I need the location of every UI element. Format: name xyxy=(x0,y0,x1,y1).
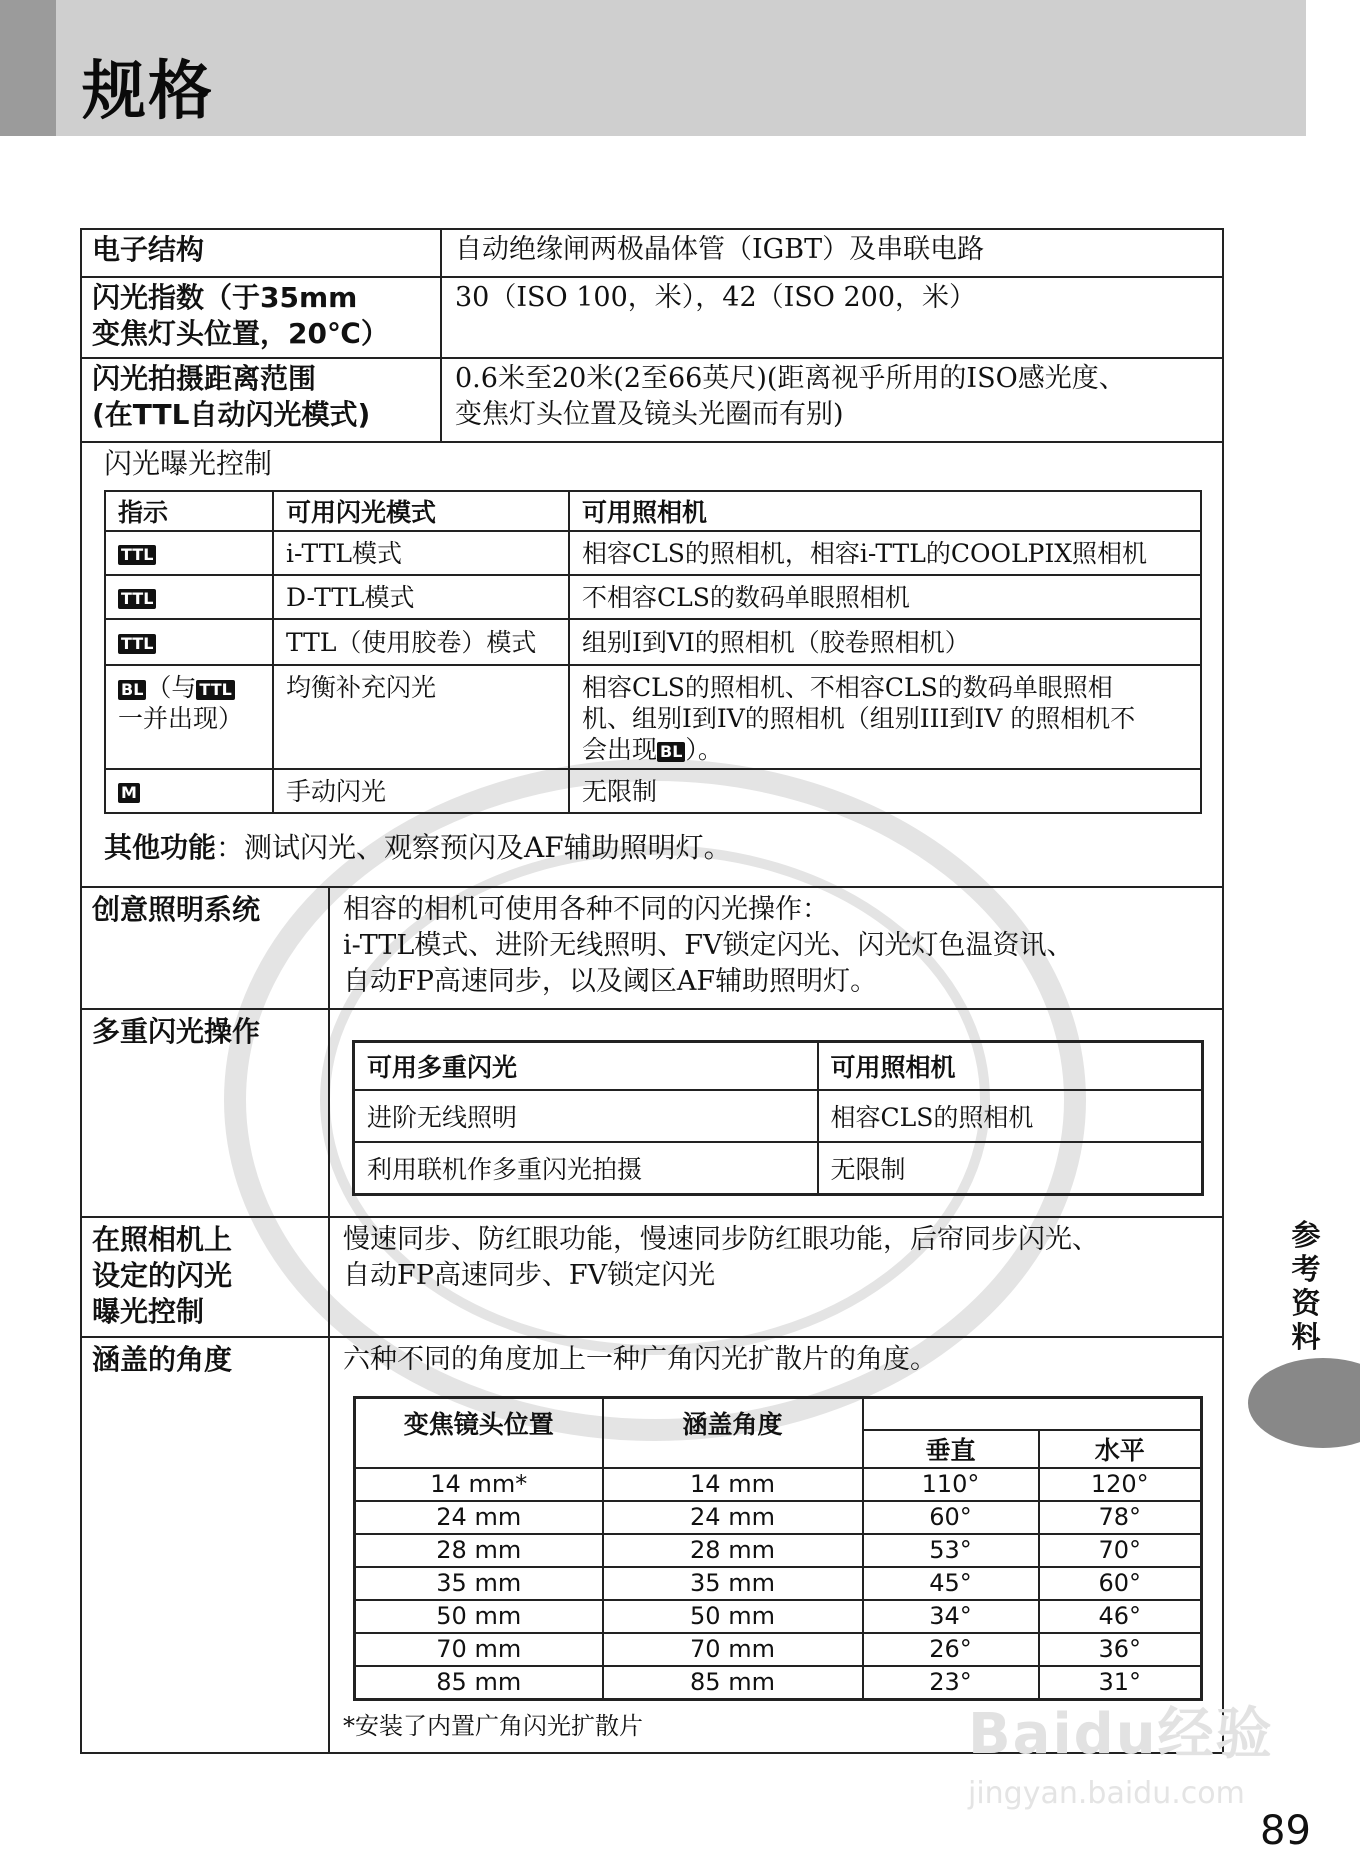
cameras-cell: 不相容CLS的数码单眼照相机 xyxy=(569,575,1201,619)
side-tab-label: 参考资料 xyxy=(1291,1218,1321,1354)
row-divider xyxy=(80,357,1224,359)
side-tab-marker xyxy=(1248,1358,1360,1448)
ttl-icon: TTL xyxy=(196,680,234,700)
coverage-footnote: *安装了内置广角闪光扩散片 xyxy=(343,1712,643,1740)
vertical-cell: 45° xyxy=(863,1567,1039,1600)
multi-flash-table xyxy=(352,1040,1204,1196)
cameras-cell: 无限制 xyxy=(818,1142,1203,1195)
header-accent-bar xyxy=(0,0,56,136)
cameras-cell: 相容CLS的照相机 xyxy=(818,1090,1203,1142)
row-divider xyxy=(80,886,1224,888)
bl-icon: BL xyxy=(657,742,685,762)
horizontal-cell: 31° xyxy=(1039,1666,1202,1700)
cameras-cell: 相容CLS的照相机、不相容CLS的数码单眼照相 机、组别I到IV的照相机（组别III到IV 的照相机不 会出现 BL ）。 xyxy=(569,665,1201,769)
spec-value-cls: 相容的相机可使用各种不同的闪光操作： i-TTL模式、进阶无线照明、FV锁定闪光、闪光灯色温资讯、 自动FP高速同步，以及阈区AF辅助照明灯。 xyxy=(343,894,1074,997)
multi-flash-type-cell: 利用联机作多重闪光拍摄 xyxy=(354,1142,818,1195)
cameras-cell: 组别I到VI的照相机（胶卷照相机） xyxy=(569,619,1201,665)
table-row xyxy=(355,1534,1202,1567)
horizontal-cell: 36° xyxy=(1039,1633,1202,1666)
zoom-cell: 24 mm xyxy=(355,1501,603,1534)
horizontal-cell: 70° xyxy=(1039,1534,1202,1567)
column-header-cameras: 可用照相机 xyxy=(818,1042,1203,1091)
column-header-horizontal: 水平 xyxy=(1039,1430,1202,1468)
horizontal-cell: 78° xyxy=(1039,1501,1202,1534)
table-row xyxy=(105,769,1201,813)
mode-cell: TTL（使用胶卷）模式 xyxy=(273,619,569,665)
spec-label-range: 闪光拍摄距离范围 (在TTL自动闪光模式) xyxy=(92,362,371,431)
ttl-icon: TTL xyxy=(118,589,156,609)
spec-value-guide-number: 30（ISO 100，米），42（ISO 200，米） xyxy=(455,282,977,313)
indicator-cell: BL （与 TTL 一并出现） xyxy=(105,665,273,769)
spec-label-camera-set: 在照相机上 设定的闪光 曝光控制 xyxy=(92,1223,233,1328)
baidu-watermark: Baidu经验 xyxy=(968,1702,1274,1767)
column-header-indicator: 指示 xyxy=(105,491,273,531)
table-row xyxy=(355,1600,1202,1633)
vertical-cell: 110° xyxy=(863,1468,1039,1501)
spec-label-coverage: 涵盖的角度 xyxy=(92,1343,233,1376)
table-row xyxy=(354,1090,1203,1142)
spec-value-range: 0.6米至20米(2至66英尺)(距离视乎所用的ISO感光度、 变焦灯头位置及镜头光圈而有别) xyxy=(455,363,1126,430)
mode-cell: 均衡补充闪光 xyxy=(273,665,569,769)
coverage-intro: 六种不同的角度加上一种广角闪光扩散片的角度。 xyxy=(343,1344,937,1375)
column-header-multi-flash: 可用多重闪光 xyxy=(354,1042,818,1091)
multi-flash-type-cell: 进阶无线照明 xyxy=(354,1090,818,1142)
focal-cell: 28 mm xyxy=(603,1534,863,1567)
spec-label-exposure-control: 闪光曝光控制 xyxy=(104,447,273,480)
table-row xyxy=(355,1633,1202,1666)
spec-label-electronics: 电子结构 xyxy=(92,233,205,266)
focal-cell: 24 mm xyxy=(603,1501,863,1534)
zoom-cell: 50 mm xyxy=(355,1600,603,1633)
zoom-cell: 85 mm xyxy=(355,1666,603,1700)
column-header-cameras: 可用照相机 xyxy=(569,491,1201,531)
zoom-cell: 28 mm xyxy=(355,1534,603,1567)
row-divider xyxy=(80,276,1224,278)
column-header-vertical: 垂直 xyxy=(863,1430,1039,1468)
table-header-row xyxy=(354,1042,1203,1091)
horizontal-cell: 120° xyxy=(1039,1468,1202,1501)
mode-cell: i-TTL模式 xyxy=(273,531,569,575)
vertical-cell: 26° xyxy=(863,1633,1039,1666)
page-title: 规格 xyxy=(82,55,214,129)
table-header-row xyxy=(105,491,1201,531)
vertical-cell: 23° xyxy=(863,1666,1039,1700)
column-divider xyxy=(440,228,442,441)
cameras-cell: 相容CLS的照相机，相容i-TTL的COOLPIX照相机 xyxy=(569,531,1201,575)
table-row xyxy=(355,1468,1202,1501)
focal-cell: 14 mm xyxy=(603,1468,863,1501)
vertical-cell: 34° xyxy=(863,1600,1039,1633)
ttl-icon: TTL xyxy=(118,634,156,654)
other-functions: 其他功能：测试闪光、观察预闪及AF辅助照明灯。 xyxy=(104,831,732,864)
row-divider xyxy=(80,441,1224,443)
column-header-mode: 可用闪光模式 xyxy=(273,491,569,531)
column-header-zoom: 变焦镜头位置 xyxy=(355,1398,603,1468)
focal-cell: 70 mm xyxy=(603,1633,863,1666)
ttl-icon: TTL xyxy=(118,545,156,565)
row-divider xyxy=(80,1336,1224,1338)
column-header-angle: 涵盖角度 xyxy=(603,1398,863,1468)
exposure-control-table xyxy=(104,490,1202,814)
vertical-cell: 60° xyxy=(863,1501,1039,1534)
table-row xyxy=(105,575,1201,619)
m-icon: M xyxy=(118,783,140,803)
cameras-cell: 无限制 xyxy=(569,769,1201,813)
table-row xyxy=(105,619,1201,665)
table-row xyxy=(105,665,1201,769)
row-divider xyxy=(80,1008,1224,1010)
zoom-cell: 14 mm* xyxy=(355,1468,603,1501)
coverage-angle-table xyxy=(353,1396,1203,1701)
horizontal-cell: 46° xyxy=(1039,1600,1202,1633)
table-row xyxy=(355,1567,1202,1600)
mode-cell: 手动闪光 xyxy=(273,769,569,813)
zoom-cell: 70 mm xyxy=(355,1633,603,1666)
mode-cell: D-TTL模式 xyxy=(273,575,569,619)
row-divider xyxy=(80,1216,1224,1218)
bl-icon: BL xyxy=(118,680,146,700)
focal-cell: 35 mm xyxy=(603,1567,863,1600)
table-row xyxy=(105,531,1201,575)
vertical-cell: 53° xyxy=(863,1534,1039,1567)
table-header-row xyxy=(355,1398,1202,1430)
table-row xyxy=(354,1142,1203,1195)
table-row xyxy=(355,1501,1202,1534)
column-divider xyxy=(328,886,330,1754)
spec-label-multi-flash: 多重闪光操作 xyxy=(92,1015,261,1048)
spec-value-electronics: 自动绝缘闸两极晶体管（IGBT）及串联电路 xyxy=(455,234,985,265)
zoom-cell: 35 mm xyxy=(355,1567,603,1600)
baidu-watermark-url: jingyan.baidu.com xyxy=(968,1776,1245,1811)
focal-cell: 85 mm xyxy=(603,1666,863,1700)
page-number: 89 xyxy=(1260,1808,1311,1854)
horizontal-cell: 60° xyxy=(1039,1567,1202,1600)
spec-label-guide-number: 闪光指数（于35mm 变焦灯头位置，20℃） xyxy=(92,281,389,350)
spec-value-camera-set: 慢速同步、防红眼功能，慢速同步防红眼功能，后帘同步闪光、 自动FP高速同步、FV锁定闪光 xyxy=(343,1224,1099,1291)
spec-label-cls: 创意照明系统 xyxy=(92,893,261,926)
focal-cell: 50 mm xyxy=(603,1600,863,1633)
